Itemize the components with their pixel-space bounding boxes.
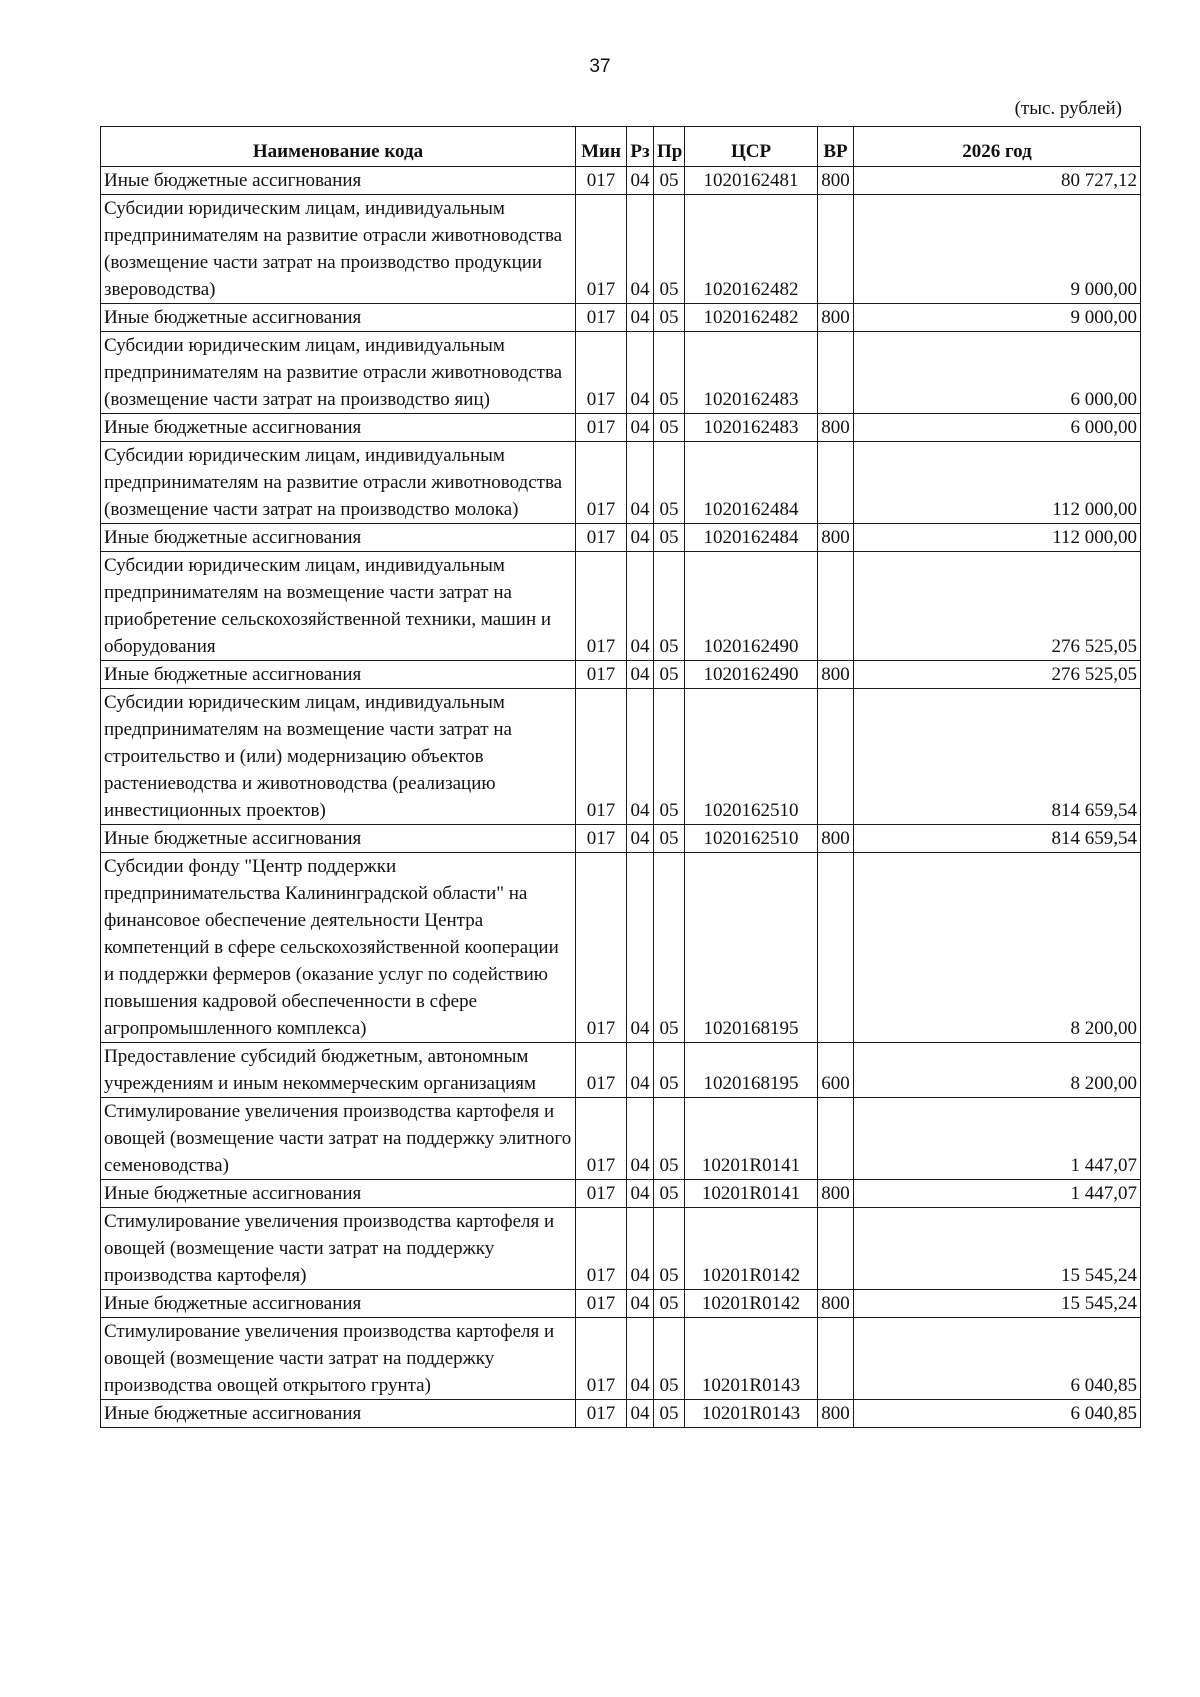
cell-rz: 04 [627, 1180, 654, 1208]
header-pr: Пр [654, 127, 685, 167]
cell-name: Иные бюджетные ассигнования [101, 1180, 576, 1208]
cell-sum: 6 000,00 [854, 332, 1141, 414]
cell-min: 017 [576, 825, 627, 853]
cell-vr: 800 [818, 414, 854, 442]
units-label: (тыс. рублей) [1014, 98, 1122, 119]
page-number: 37 [589, 56, 611, 77]
cell-rz: 04 [627, 1098, 654, 1180]
table-row [101, 1318, 1141, 1400]
cell-name: Иные бюджетные ассигнования [101, 167, 576, 195]
cell-csr: 10201R0142 [685, 1290, 818, 1318]
cell-name: Иные бюджетные ассигнования [101, 304, 576, 332]
cell-csr: 1020162482 [685, 304, 818, 332]
cell-min: 017 [576, 1098, 627, 1180]
table-row [101, 825, 1141, 853]
cell-rz: 04 [627, 1400, 654, 1428]
table-row [101, 304, 1141, 332]
cell-pr: 05 [654, 195, 685, 304]
cell-rz: 04 [627, 332, 654, 414]
cell-csr: 1020162481 [685, 167, 818, 195]
cell-vr [818, 1208, 854, 1290]
cell-min: 017 [576, 195, 627, 304]
cell-vr [818, 442, 854, 524]
table-row [101, 1180, 1141, 1208]
cell-vr: 800 [818, 1180, 854, 1208]
header-rz: Рз [627, 127, 654, 167]
header-csr: ЦСР [685, 127, 818, 167]
table-header-row [101, 127, 1141, 167]
cell-sum: 15 545,24 [854, 1290, 1141, 1318]
cell-rz: 04 [627, 689, 654, 825]
cell-min: 017 [576, 1043, 627, 1098]
cell-vr: 800 [818, 304, 854, 332]
cell-name: Предоставление субсидий бюджетным, автономным учреждениям и иным некоммерческим организациям [101, 1043, 576, 1098]
cell-min: 017 [576, 167, 627, 195]
cell-vr: 800 [818, 661, 854, 689]
cell-vr [818, 1098, 854, 1180]
cell-sum: 6 040,85 [854, 1318, 1141, 1400]
cell-rz: 04 [627, 853, 654, 1043]
cell-vr [818, 1318, 854, 1400]
cell-pr: 05 [654, 1098, 685, 1180]
cell-sum: 276 525,05 [854, 661, 1141, 689]
cell-vr: 800 [818, 1400, 854, 1428]
table-row [101, 414, 1141, 442]
cell-name: Иные бюджетные ассигнования [101, 524, 576, 552]
header-min: Мин [576, 127, 627, 167]
cell-rz: 04 [627, 1318, 654, 1400]
cell-rz: 04 [627, 1290, 654, 1318]
cell-csr: 1020162510 [685, 825, 818, 853]
cell-pr: 05 [654, 442, 685, 524]
cell-rz: 04 [627, 304, 654, 332]
cell-csr: 1020162483 [685, 332, 818, 414]
cell-pr: 05 [654, 414, 685, 442]
cell-pr: 05 [654, 1180, 685, 1208]
cell-rz: 04 [627, 442, 654, 524]
cell-rz: 04 [627, 552, 654, 661]
cell-sum: 276 525,05 [854, 552, 1141, 661]
cell-vr [818, 332, 854, 414]
cell-min: 017 [576, 661, 627, 689]
table-row [101, 1043, 1141, 1098]
cell-rz: 04 [627, 1043, 654, 1098]
cell-vr [818, 552, 854, 661]
cell-csr: 1020162484 [685, 524, 818, 552]
cell-sum: 112 000,00 [854, 442, 1141, 524]
cell-pr: 05 [654, 332, 685, 414]
cell-pr: 05 [654, 825, 685, 853]
cell-min: 017 [576, 304, 627, 332]
budget-table [100, 126, 1141, 1428]
header-vr: ВР [818, 127, 854, 167]
cell-csr: 1020162482 [685, 195, 818, 304]
cell-min: 017 [576, 524, 627, 552]
cell-vr: 800 [818, 524, 854, 552]
table-row [101, 661, 1141, 689]
table-row [101, 1208, 1141, 1290]
table-row [101, 853, 1141, 1043]
cell-csr: 10201R0141 [685, 1098, 818, 1180]
cell-rz: 04 [627, 414, 654, 442]
table-row [101, 332, 1141, 414]
cell-csr: 1020168195 [685, 1043, 818, 1098]
cell-sum: 8 200,00 [854, 1043, 1141, 1098]
table-row [101, 1400, 1141, 1428]
cell-pr: 05 [654, 661, 685, 689]
cell-vr: 800 [818, 1290, 854, 1318]
cell-min: 017 [576, 552, 627, 661]
cell-csr: 1020162490 [685, 552, 818, 661]
cell-pr: 05 [654, 552, 685, 661]
cell-pr: 05 [654, 1290, 685, 1318]
cell-name: Субсидии юридическим лицам, индивидуальным предпринимателям на возмещение части затрат на приобретение сельскохозяйственной техники, машин и оборудования [101, 552, 576, 661]
header-name: Наименование кода [101, 127, 576, 167]
cell-csr: 1020168195 [685, 853, 818, 1043]
cell-sum: 8 200,00 [854, 853, 1141, 1043]
cell-sum: 6 000,00 [854, 414, 1141, 442]
cell-min: 017 [576, 1180, 627, 1208]
cell-csr: 10201R0142 [685, 1208, 818, 1290]
cell-vr: 600 [818, 1043, 854, 1098]
cell-pr: 05 [654, 304, 685, 332]
cell-csr: 1020162490 [685, 661, 818, 689]
cell-min: 017 [576, 689, 627, 825]
cell-sum: 814 659,54 [854, 689, 1141, 825]
cell-name: Иные бюджетные ассигнования [101, 414, 576, 442]
cell-min: 017 [576, 853, 627, 1043]
cell-name: Субсидии юридическим лицам, индивидуальным предпринимателям на развитие отрасли животноводства (возмещение части затрат на производство молока) [101, 442, 576, 524]
header-year: 2026 год [854, 127, 1141, 167]
table-row [101, 1098, 1141, 1180]
cell-csr: 10201R0143 [685, 1400, 818, 1428]
cell-vr [818, 853, 854, 1043]
cell-pr: 05 [654, 1400, 685, 1428]
cell-rz: 04 [627, 661, 654, 689]
table-row [101, 195, 1141, 304]
cell-pr: 05 [654, 1043, 685, 1098]
cell-min: 017 [576, 1318, 627, 1400]
table-row [101, 552, 1141, 661]
cell-min: 017 [576, 1208, 627, 1290]
cell-name: Иные бюджетные ассигнования [101, 825, 576, 853]
cell-vr [818, 195, 854, 304]
cell-rz: 04 [627, 825, 654, 853]
cell-pr: 05 [654, 689, 685, 825]
cell-sum: 9 000,00 [854, 304, 1141, 332]
cell-csr: 10201R0143 [685, 1318, 818, 1400]
cell-vr: 800 [818, 825, 854, 853]
cell-pr: 05 [654, 1208, 685, 1290]
cell-min: 017 [576, 1290, 627, 1318]
table-row [101, 442, 1141, 524]
cell-sum: 15 545,24 [854, 1208, 1141, 1290]
cell-sum: 1 447,07 [854, 1180, 1141, 1208]
cell-sum: 80 727,12 [854, 167, 1141, 195]
cell-name: Стимулирование увеличения производства картофеля и овощей (возмещение части затрат на поддержку производства овощей открытого грунта) [101, 1318, 576, 1400]
cell-min: 017 [576, 442, 627, 524]
table-row [101, 689, 1141, 825]
cell-rz: 04 [627, 1208, 654, 1290]
cell-vr: 800 [818, 167, 854, 195]
cell-sum: 1 447,07 [854, 1098, 1141, 1180]
cell-min: 017 [576, 414, 627, 442]
table-row [101, 524, 1141, 552]
cell-csr: 1020162483 [685, 414, 818, 442]
cell-name: Субсидии юридическим лицам, индивидуальным предпринимателям на развитие отрасли животноводства (возмещение части затрат на производство продукции звероводства) [101, 195, 576, 304]
table-body [101, 167, 1141, 1428]
cell-name: Иные бюджетные ассигнования [101, 1290, 576, 1318]
cell-sum: 6 040,85 [854, 1400, 1141, 1428]
table-row [101, 1290, 1141, 1318]
cell-rz: 04 [627, 167, 654, 195]
cell-vr [818, 689, 854, 825]
cell-min: 017 [576, 1400, 627, 1428]
cell-sum: 112 000,00 [854, 524, 1141, 552]
cell-name: Субсидии фонду "Центр поддержки предпринимательства Калининградской области" на финансовое обеспечение деятельности Центра компетенций в сфере сельскохозяйственной кооперации и поддержки фермеров (оказание услуг по содействию повышения кадровой обеспеченности в сфере агропромышленного комплекса) [101, 853, 576, 1043]
cell-name: Иные бюджетные ассигнования [101, 1400, 576, 1428]
cell-csr: 1020162484 [685, 442, 818, 524]
cell-min: 017 [576, 332, 627, 414]
cell-name: Иные бюджетные ассигнования [101, 661, 576, 689]
cell-sum: 814 659,54 [854, 825, 1141, 853]
cell-name: Субсидии юридическим лицам, индивидуальным предпринимателям на возмещение части затрат на строительство и (или) модернизацию объектов растениеводства и животноводства (реализацию инвестиционных проектов) [101, 689, 576, 825]
cell-csr: 1020162510 [685, 689, 818, 825]
table-row [101, 167, 1141, 195]
cell-pr: 05 [654, 853, 685, 1043]
cell-pr: 05 [654, 524, 685, 552]
cell-rz: 04 [627, 195, 654, 304]
cell-rz: 04 [627, 524, 654, 552]
cell-name: Стимулирование увеличения производства картофеля и овощей (возмещение части затрат на поддержку производства картофеля) [101, 1208, 576, 1290]
cell-name: Стимулирование увеличения производства картофеля и овощей (возмещение части затрат на поддержку элитного семеноводства) [101, 1098, 576, 1180]
cell-name: Субсидии юридическим лицам, индивидуальным предпринимателям на развитие отрасли животноводства (возмещение части затрат на производство яиц) [101, 332, 576, 414]
cell-csr: 10201R0141 [685, 1180, 818, 1208]
cell-pr: 05 [654, 1318, 685, 1400]
cell-pr: 05 [654, 167, 685, 195]
cell-sum: 9 000,00 [854, 195, 1141, 304]
